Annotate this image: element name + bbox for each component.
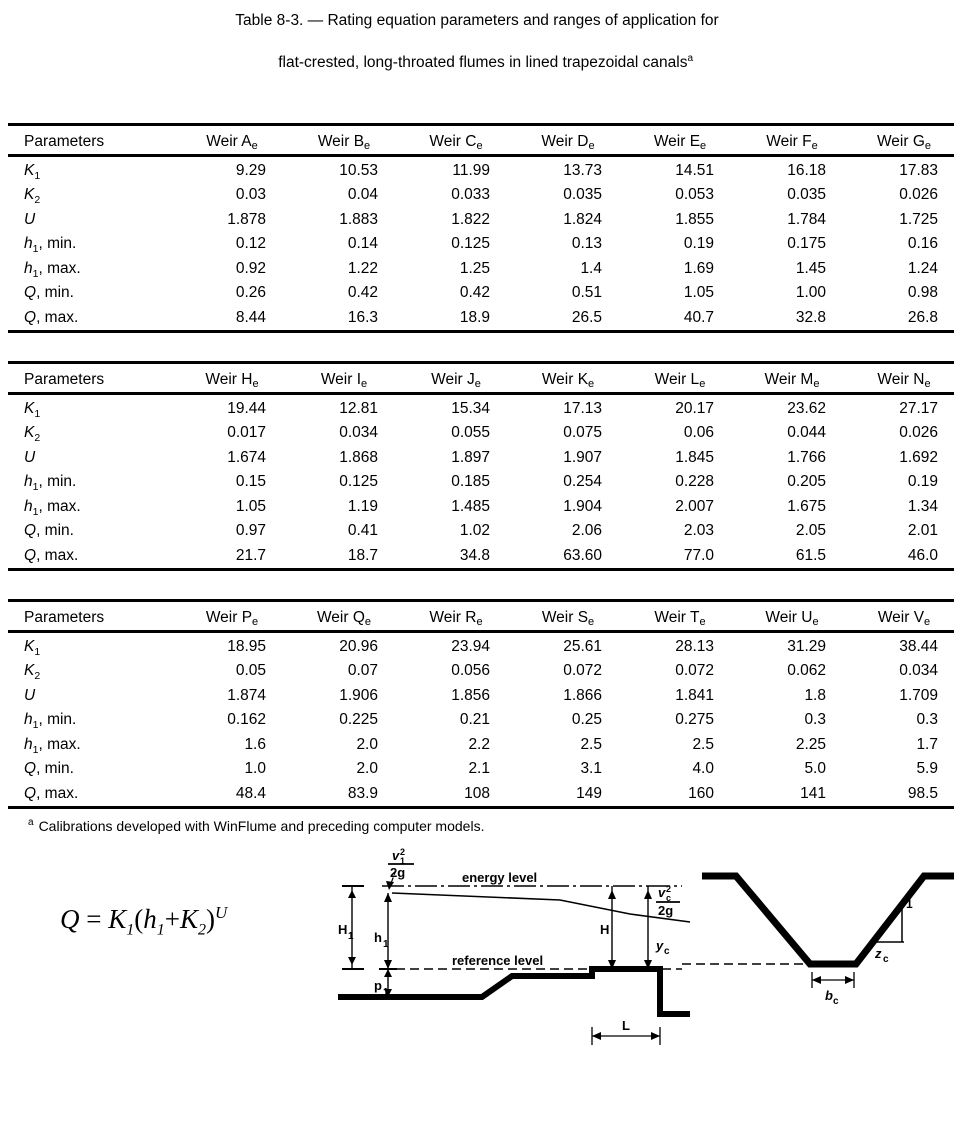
table-3-h1min-u: 0.3	[804, 711, 826, 729]
table-2-header-weir-h: Weir $H_e$	[205, 370, 259, 390]
table-3-qmin-r: 2.1	[468, 760, 490, 778]
table-row	[8, 446, 954, 471]
table-2-label-q-min: Q, min.	[24, 522, 74, 540]
table-2-header-weir-k: Weir $K_e$	[541, 370, 595, 390]
table-3-u-v: 1.709	[899, 686, 938, 704]
table-footnote	[8, 809, 946, 834]
table-1-h1min-c: 0.125	[451, 235, 490, 253]
table-2-h1max-m: 1.675	[787, 497, 826, 515]
table-1-u-a: 1.878	[227, 210, 266, 228]
yc-dimension	[644, 886, 652, 969]
table-3-h1min-s: 0.25	[571, 711, 602, 729]
table-3-label-h1-min: $h_1$, min.	[24, 711, 77, 732]
table-3-qmin-s: 3.1	[580, 760, 602, 778]
table-2-h1max-h: 1.05	[235, 497, 266, 515]
label-v1-sup: 2	[400, 847, 406, 857]
table-2-label-h1-min: $h_1$, min.	[24, 473, 77, 494]
table-2-qmax-n: 46.0	[907, 546, 938, 564]
table-1-header-weir-f: Weir $F_e$	[766, 132, 818, 152]
table-3-qmax-p: 48.4	[235, 784, 266, 802]
footnote-text: Calibrations developed with WinFlume and preceding computer models.	[38, 818, 485, 834]
label-p1: p	[374, 978, 382, 993]
table-3-k2-r: 0.056	[451, 662, 490, 680]
table-1-qmax-g: 26.8	[907, 308, 938, 326]
equation-equals: =	[86, 904, 102, 934]
table-3-k2-t: 0.072	[675, 662, 714, 680]
table-3-qmin-u: 5.0	[804, 760, 826, 778]
table-3-k1-r: 23.94	[451, 637, 490, 655]
table-2-body	[8, 393, 954, 570]
table-1-h1min-a: 0.12	[235, 235, 266, 253]
table-1-label-k2: $K_2$	[24, 186, 41, 207]
label-vc-sub: c	[666, 893, 672, 903]
table-3-qmax-q: 83.9	[347, 784, 378, 802]
table-2-3-spacer	[8, 571, 946, 599]
table-2-h1min-j: 0.185	[451, 473, 490, 491]
table-1-header-weir-c: Weir $C_e$	[429, 132, 483, 152]
table-3-qmax-v: 98.5	[907, 784, 938, 802]
table-3-header-weir-s: Weir $S_e$	[541, 608, 595, 628]
table-1-k2-g: 0.026	[899, 186, 938, 204]
table-3-u-q: 1.906	[339, 686, 378, 704]
table-row	[8, 659, 954, 684]
table-2-h1min-n: 0.19	[907, 473, 938, 491]
table-3-h1min-q: 0.225	[339, 711, 378, 729]
label-vc-sup: 2	[666, 884, 672, 894]
equation-q: Q	[60, 904, 80, 934]
table-3-label-k2: $K_2$	[24, 662, 41, 683]
table-3-h1max-r: 2.2	[468, 735, 490, 753]
table-1-h1max-a: 0.92	[235, 259, 266, 277]
table-1-header-weir-e: Weir $E_e$	[653, 132, 707, 152]
table-2-qmax-m: 61.5	[795, 546, 826, 564]
table-2-header-weir-n: Weir $N_e$	[877, 370, 931, 390]
table-2-qmax-j: 34.8	[459, 546, 490, 564]
v1-velocity-head	[386, 847, 414, 890]
table-row	[8, 257, 954, 282]
table-2-k2-i: 0.034	[339, 424, 378, 442]
table-3-qmin-v: 5.9	[916, 760, 938, 778]
table-2-header-weir-j: Weir $J_e$	[431, 370, 481, 390]
table-3-qmin-p: 1.0	[244, 760, 266, 778]
table-1-label-h1-min: $h_1$, min.	[24, 235, 77, 256]
label-p1-sub: 1	[383, 987, 389, 998]
table-row	[8, 519, 954, 544]
table-2-head	[8, 363, 954, 394]
table-1-qmin-a: 0.26	[235, 284, 266, 302]
table-1-h1max-g: 1.24	[907, 259, 938, 277]
table-1-k2-a: 0.03	[235, 186, 266, 204]
table-3-h1min-t: 0.275	[675, 711, 714, 729]
table-3-k1-p: 18.95	[227, 637, 266, 655]
table-2-k1-j: 15.34	[451, 399, 490, 417]
table-2-qmin-l: 2.03	[683, 522, 714, 540]
table-3-h1min-r: 0.21	[459, 711, 490, 729]
table-1-u-f: 1.784	[787, 210, 826, 228]
table-3-label-q-max: Q, max.	[24, 784, 79, 802]
table-row	[8, 733, 954, 758]
table-2-k1-m: 23.62	[787, 399, 826, 417]
equation-h1: h	[143, 904, 157, 934]
table-3-header-weir-r: Weir $R_e$	[429, 608, 483, 628]
table-2-h1min-i: 0.125	[339, 473, 378, 491]
label-reference-level: reference level	[452, 953, 544, 968]
table-3-k2-s: 0.072	[563, 662, 602, 680]
table-1-qmin-e: 1.05	[683, 284, 714, 302]
label-energy-level: energy level	[462, 870, 538, 885]
table-title-line-1: Table 8-3. — Rating equation parameters and ranges of application for	[235, 12, 719, 29]
table-1-k1-c: 11.99	[452, 161, 490, 179]
table-2-h1max-i: 1.19	[347, 497, 378, 515]
table-2-u-j: 1.897	[451, 448, 490, 466]
table-1-qmin-b: 0.42	[347, 284, 378, 302]
table-title-line-2	[0, 31, 954, 94]
table-1-h1min-f: 0.175	[787, 235, 826, 253]
table-2-qmin-m: 2.05	[795, 522, 826, 540]
table-1-label-h1-max: $h_1$, max.	[24, 259, 81, 280]
table-row	[8, 782, 954, 808]
table-row	[8, 155, 954, 183]
table-2-header-parameters: Parameters	[24, 370, 105, 388]
table-3-qmin-q: 2.0	[356, 760, 378, 778]
table-1-k1-b: 10.53	[339, 161, 378, 179]
table-3-h1max-p: 1.6	[244, 735, 266, 753]
table-1-qmin-f: 1.00	[795, 284, 826, 302]
table-2-qmax-k: 63.60	[563, 546, 602, 564]
table-3-header-parameters: Parameters	[24, 608, 105, 626]
table-row	[8, 544, 954, 570]
table-2-label-k1: $K_1$	[24, 399, 41, 420]
table-3-h1max-u: 2.25	[795, 735, 826, 753]
h1-head-dimension	[384, 893, 392, 969]
table-2-k1-k: 17.13	[563, 399, 602, 417]
table-3-k2-p: 0.05	[235, 662, 266, 680]
table-2-k1-h: 19.44	[227, 399, 266, 417]
table-3	[8, 599, 954, 809]
table-2-h1max-k: 1.904	[563, 497, 602, 515]
table-2-qmin-h: 0.97	[235, 522, 266, 540]
table-row	[8, 393, 954, 421]
table-2-k1-i: 12.81	[339, 399, 378, 417]
table-1-k2-d: 0.035	[563, 186, 602, 204]
table-2-header-row	[8, 363, 954, 394]
table-1-label-q-min: Q, min.	[24, 284, 74, 302]
table-1-k1-a: 9.29	[235, 161, 266, 179]
table-2-h1max-l: 2.007	[675, 497, 714, 515]
table-2-u-i: 1.868	[339, 448, 378, 466]
equation-k2: K	[179, 904, 198, 934]
table-title	[0, 0, 954, 94]
table-1-u-d: 1.824	[563, 210, 602, 228]
table-1-qmax-a: 8.44	[235, 308, 266, 326]
table-1-qmax-c: 18.9	[459, 308, 490, 326]
table-1	[8, 123, 954, 333]
label-vc: v	[658, 885, 666, 900]
table-3-label-u: U	[24, 686, 36, 704]
table-3-u-u: 1.8	[804, 686, 826, 704]
label-bc-sub: c	[833, 996, 839, 1007]
label-slope-one: 1	[906, 897, 913, 911]
trapezoid-outline	[702, 876, 954, 964]
table-1-k1-e: 14.51	[675, 161, 714, 179]
table-2-k2-l: 0.06	[683, 424, 714, 442]
table-2-qmin-n: 2.01	[907, 522, 938, 540]
table-2-k1-n: 27.17	[899, 399, 938, 417]
table-3-h1min-p: 0.162	[227, 711, 266, 729]
table-3-u-p: 1.874	[227, 686, 266, 704]
table-1-u-b: 1.883	[339, 210, 378, 228]
table-row	[8, 757, 954, 782]
table-2-k2-m: 0.044	[787, 424, 826, 442]
table-1-qmin-c: 0.42	[459, 284, 490, 302]
table-1-qmax-f: 32.8	[795, 308, 826, 326]
label-yc: y	[656, 938, 664, 953]
table-2-k1-l: 20.17	[675, 399, 714, 417]
table-3-h1max-v: 1.7	[916, 735, 938, 753]
table-row	[8, 708, 954, 733]
label-bc: b	[825, 988, 833, 1003]
label-v1: v	[392, 848, 400, 863]
table-2-qmax-i: 18.7	[347, 546, 378, 564]
table-2-header-weir-m: Weir $M_e$	[764, 370, 820, 390]
table-3-qmax-u: 141	[800, 784, 826, 802]
title-footnote-marker: a	[687, 52, 694, 64]
table-2-label-q-max: Q, max.	[24, 546, 79, 564]
table-2-h1min-m: 0.205	[787, 473, 826, 491]
table-3-head	[8, 601, 954, 632]
table-3-qmin-t: 4.0	[692, 760, 714, 778]
table-1-h1min-d: 0.13	[571, 235, 602, 253]
table-row	[8, 232, 954, 257]
table-2-qmax-l: 77.0	[683, 546, 714, 564]
table-1-u-e: 1.855	[675, 210, 714, 228]
table-2-k2-h: 0.017	[227, 424, 266, 442]
table-title-line-2-text: flat-crested, long-throated flumes in lined trapezoidal canals	[278, 54, 688, 71]
label-zc: z	[875, 946, 882, 961]
equation-exponent: U	[215, 903, 228, 922]
table-1-h1max-b: 1.22	[347, 259, 378, 277]
title-table-spacer	[0, 94, 954, 123]
trapezoid-cross-section	[682, 876, 954, 1007]
table-2-k2-n: 0.026	[899, 424, 938, 442]
table-1-u-g: 1.725	[899, 210, 938, 228]
table-1-label-k1: $K_1$	[24, 161, 41, 182]
table-2-qmin-k: 2.06	[571, 522, 602, 540]
table-3-k2-v: 0.034	[899, 662, 938, 680]
table-row	[8, 306, 954, 332]
label-zc-sub: c	[883, 954, 889, 965]
table-2-u-l: 1.845	[675, 448, 714, 466]
rating-equation	[60, 903, 228, 939]
table-2-h1max-n: 1.34	[907, 497, 938, 515]
table-1-h1min-e: 0.19	[683, 235, 714, 253]
label-H1: H	[338, 922, 348, 937]
table-row	[8, 631, 954, 659]
table-3-h1max-q: 2.0	[356, 735, 378, 753]
table-1-h1min-g: 0.16	[907, 235, 938, 253]
table-1-h1max-e: 1.69	[683, 259, 714, 277]
equation-k1-sub: 1	[126, 921, 135, 939]
table-3-body	[8, 631, 954, 808]
table-2-qmin-j: 1.02	[459, 522, 490, 540]
table-3-qmax-r: 108	[464, 784, 490, 802]
table-row	[8, 281, 954, 306]
table-1-header-weir-g: Weir $G_e$	[876, 132, 932, 152]
label-2g-1: 2g	[390, 865, 406, 880]
table-1-h1max-d: 1.4	[580, 259, 602, 277]
table-3-k1-q: 20.96	[339, 637, 378, 655]
table-3-header-weir-q: Weir $Q_e$	[316, 608, 372, 628]
table-1-qmin-d: 0.51	[571, 284, 602, 302]
table-1-header-row	[8, 125, 954, 156]
table-3-header-row	[8, 601, 954, 632]
table-3-k2-u: 0.062	[787, 662, 826, 680]
table-row	[8, 208, 954, 233]
table-3-k1-s: 25.61	[563, 637, 602, 655]
table-3-header-weir-p: Weir $P_e$	[205, 608, 259, 628]
table-3-k1-u: 31.29	[787, 637, 826, 655]
table-2-u-h: 1.674	[227, 448, 266, 466]
table-3-label-q-min: Q, min.	[24, 760, 74, 778]
label-v1-sub: 1	[400, 856, 406, 866]
table-2-qmin-i: 0.41	[347, 522, 378, 540]
table-1-k1-d: 13.73	[563, 161, 602, 179]
table-3-qmax-t: 160	[688, 784, 714, 802]
tables-container	[0, 123, 954, 834]
table-2-h1min-k: 0.254	[563, 473, 602, 491]
equation-open-paren: (	[134, 904, 144, 934]
table-3-header-weir-v: Weir $V_e$	[877, 608, 931, 628]
table-3-h1max-s: 2.5	[580, 735, 602, 753]
table-3-label-h1-max: $h_1$, max.	[24, 735, 81, 756]
table-1-k1-g: 17.83	[899, 161, 938, 179]
label-h1-sub: 1	[383, 939, 389, 950]
table-row	[8, 684, 954, 709]
table-2-header-weir-l: Weir $L_e$	[654, 370, 706, 390]
table-1-u-c: 1.822	[451, 210, 490, 228]
table-3-h1min-v: 0.3	[916, 711, 938, 729]
table-1-header-parameters: Parameters	[24, 132, 105, 150]
label-h1: h	[374, 930, 382, 945]
vc-velocity-head	[656, 884, 680, 918]
table-1-qmin-g: 0.98	[907, 284, 938, 302]
table-2-h1max-j: 1.485	[451, 497, 490, 515]
table-1-h1min-b: 0.14	[347, 235, 378, 253]
table-1-h1max-f: 1.45	[795, 259, 826, 277]
table-2-h1min-h: 0.15	[235, 473, 266, 491]
table-2-k2-j: 0.055	[451, 424, 490, 442]
table-1-head	[8, 125, 954, 156]
table-3-header-weir-u: Weir $U_e$	[765, 608, 819, 628]
table-row	[8, 470, 954, 495]
table-row	[8, 495, 954, 520]
table-2-h1min-l: 0.228	[675, 473, 714, 491]
table-1-qmax-b: 16.3	[347, 308, 378, 326]
table-1-label-q-max: Q, max.	[24, 308, 79, 326]
table-1-k1-f: 16.18	[787, 161, 826, 179]
table-2	[8, 361, 954, 571]
table-3-h1max-t: 2.5	[692, 735, 714, 753]
flume-diagram	[330, 846, 954, 1056]
table-3-k2-q: 0.07	[347, 662, 378, 680]
table-2-u-n: 1.692	[899, 448, 938, 466]
table-2-k2-k: 0.075	[563, 424, 602, 442]
table-1-2-spacer	[8, 333, 946, 361]
bc-dimension	[812, 972, 854, 988]
equation-k1: K	[108, 904, 127, 934]
table-3-u-s: 1.866	[563, 686, 602, 704]
table-3-label-k1: $K_1$	[24, 637, 41, 658]
table-1-k2-f: 0.035	[787, 186, 826, 204]
table-3-qmax-s: 149	[576, 784, 602, 802]
table-2-label-h1-max: $h_1$, max.	[24, 497, 81, 518]
label-2g-c: 2g	[658, 903, 674, 918]
table-row	[8, 421, 954, 446]
table-1-k2-c: 0.033	[451, 186, 490, 204]
equation-plus: +	[164, 904, 180, 934]
table-3-u-r: 1.856	[451, 686, 490, 704]
footnote-marker: a	[28, 817, 34, 829]
equation-h1-sub: 1	[156, 921, 165, 939]
label-yc-sub: c	[664, 946, 670, 957]
table-1-label-u: U	[24, 210, 36, 228]
label-H: H	[600, 922, 610, 937]
table-1-k2-b: 0.04	[347, 186, 378, 204]
table-3-k1-t: 28.13	[675, 637, 714, 655]
table-1-k2-e: 0.053	[675, 186, 714, 204]
table-1-qmax-e: 40.7	[683, 308, 714, 326]
label-L: L	[622, 1018, 630, 1033]
table-3-header-weir-t: Weir $T_e$	[654, 608, 706, 628]
table-1-header-weir-a: Weir $A_e$	[206, 132, 258, 152]
table-1-h1max-c: 1.25	[459, 259, 490, 277]
table-2-u-k: 1.907	[563, 448, 602, 466]
label-H1-sub: 1	[348, 931, 354, 942]
table-1-qmax-d: 26.5	[571, 308, 602, 326]
table-row	[8, 183, 954, 208]
table-1-header-weir-b: Weir $B_e$	[317, 132, 371, 152]
table-3-k1-v: 38.44	[899, 637, 938, 655]
table-2-u-m: 1.766	[787, 448, 826, 466]
figure-zone	[0, 846, 954, 1076]
equation-k2-sub: 2	[198, 921, 206, 939]
table-1-header-weir-d: Weir $D_e$	[541, 132, 595, 152]
table-2-label-u: U	[24, 448, 36, 466]
table-2-label-k2: $K_2$	[24, 424, 41, 445]
table-3-u-t: 1.841	[675, 686, 714, 704]
flume-profile	[338, 847, 690, 1045]
table-2-header-weir-i: Weir $I_e$	[320, 370, 368, 390]
equation-close-paren: )	[206, 904, 215, 934]
table-2-qmax-h: 21.7	[235, 546, 266, 564]
table-1-body	[8, 155, 954, 332]
